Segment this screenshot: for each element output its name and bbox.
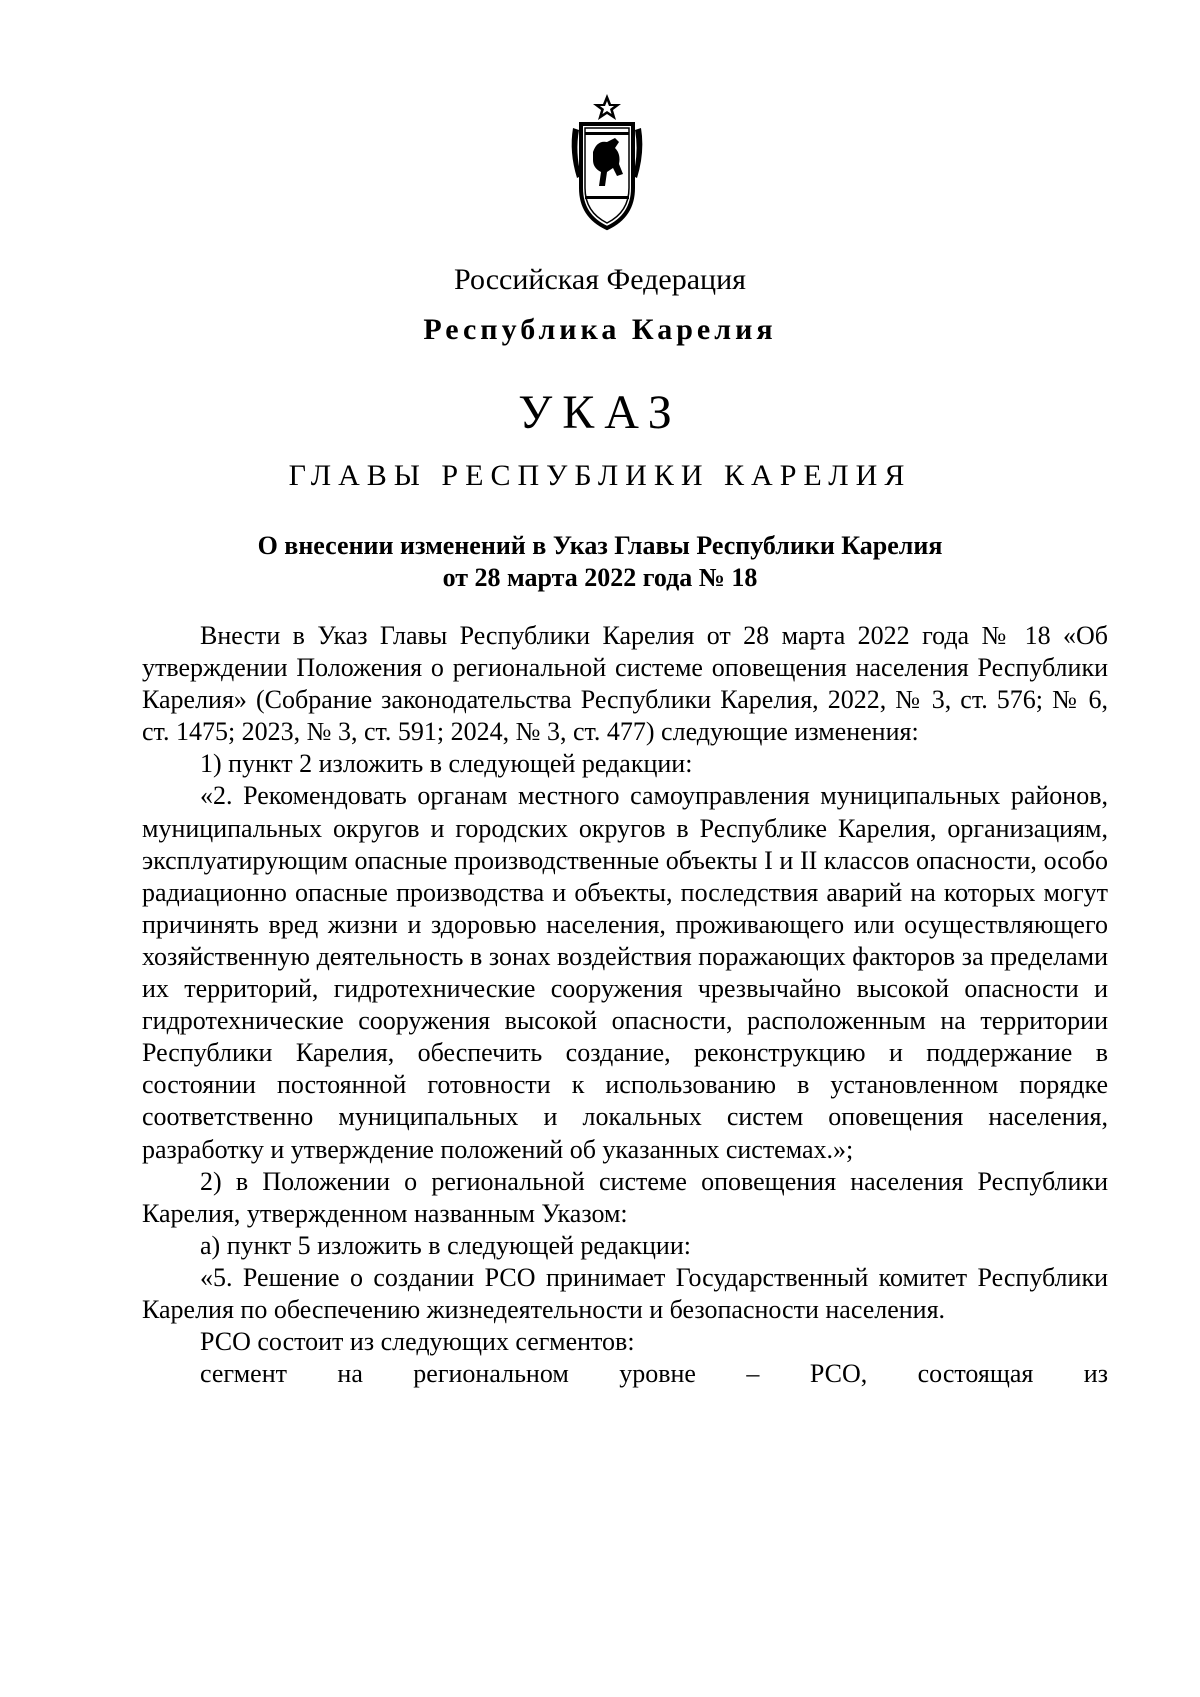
federation-name: Российская Федерация — [454, 263, 746, 296]
document-type: УКАЗ — [518, 386, 682, 439]
paragraph: Внести в Указ Главы Республики Карелия от 28 марта 2022 года № 18 «Об утверждении Положения о региональной системе оповещения населения Республики Карелия» (Собрание законодательства Республики Карелия, 2022, № 3, ст. 576; № 6, ст. 1475; 2023, № 3, ст. 591; 2024, № 3, ст. 477) следующие изменения: — [142, 621, 1108, 747]
paragraph: 1) пункт 2 изложить в следующей редакции: — [200, 749, 693, 779]
paragraph: «2. Рекомендовать органам местного самоуправления муниципальных районов, муниципальных округов и городских округов в Республике Карелия, организациям, эксплуатирующим опасные производственные объекты I и II классов опасности, особо радиационно опасные производства и объекты, последствия аварий на которых могут причинять вред жизни и здоровью населения, проживающего или осуществляющего хозяйственную деятельность в зонах воздействия поражающих факторов за пределами их территорий, гидротехнические сооружения чрезвычайно высокой опасности и гидротехнические сооружения высокой опасности, расположенным на территории Республики Карелия, обеспечить создание, реконструкцию и поддержание в состоянии постоянной готовности к использованию в установленном порядке соответственно муниципальных и локальных систем оповещения населения, разработку и утверждение положений об указанных системах.»; — [142, 781, 1108, 1164]
paragraph: а) пункт 5 изложить в следующей редакции: — [200, 1230, 691, 1260]
paragraph: сегмент на региональном уровне – РСО, состоящая из — [200, 1359, 1108, 1389]
title-line: О внесении изменений в Указ Главы Республики Карелия — [257, 531, 943, 560]
republic-name: Республика Карелия — [423, 313, 777, 346]
paragraph: 2) в Положении о региональной системе оповещения населения Республики Карелия, утвержденном названным Указом: — [142, 1166, 1108, 1228]
paragraph: «5. Решение о создании РСО принимает Государственный комитет Республики Карелия по обеспечению жизнедеятельности и безопасности населения. — [142, 1262, 1108, 1324]
document-title — [0, 530, 1200, 594]
paragraph: РСО состоит из следующих сегментов: — [200, 1327, 635, 1357]
coat-of-arms-icon — [567, 92, 647, 232]
issuer-name: ГЛАВЫ РЕСПУБЛИКИ КАРЕЛИЯ — [288, 459, 912, 492]
title-line: от 28 марта 2022 года № 18 — [442, 563, 758, 592]
document-body — [142, 620, 1108, 1390]
